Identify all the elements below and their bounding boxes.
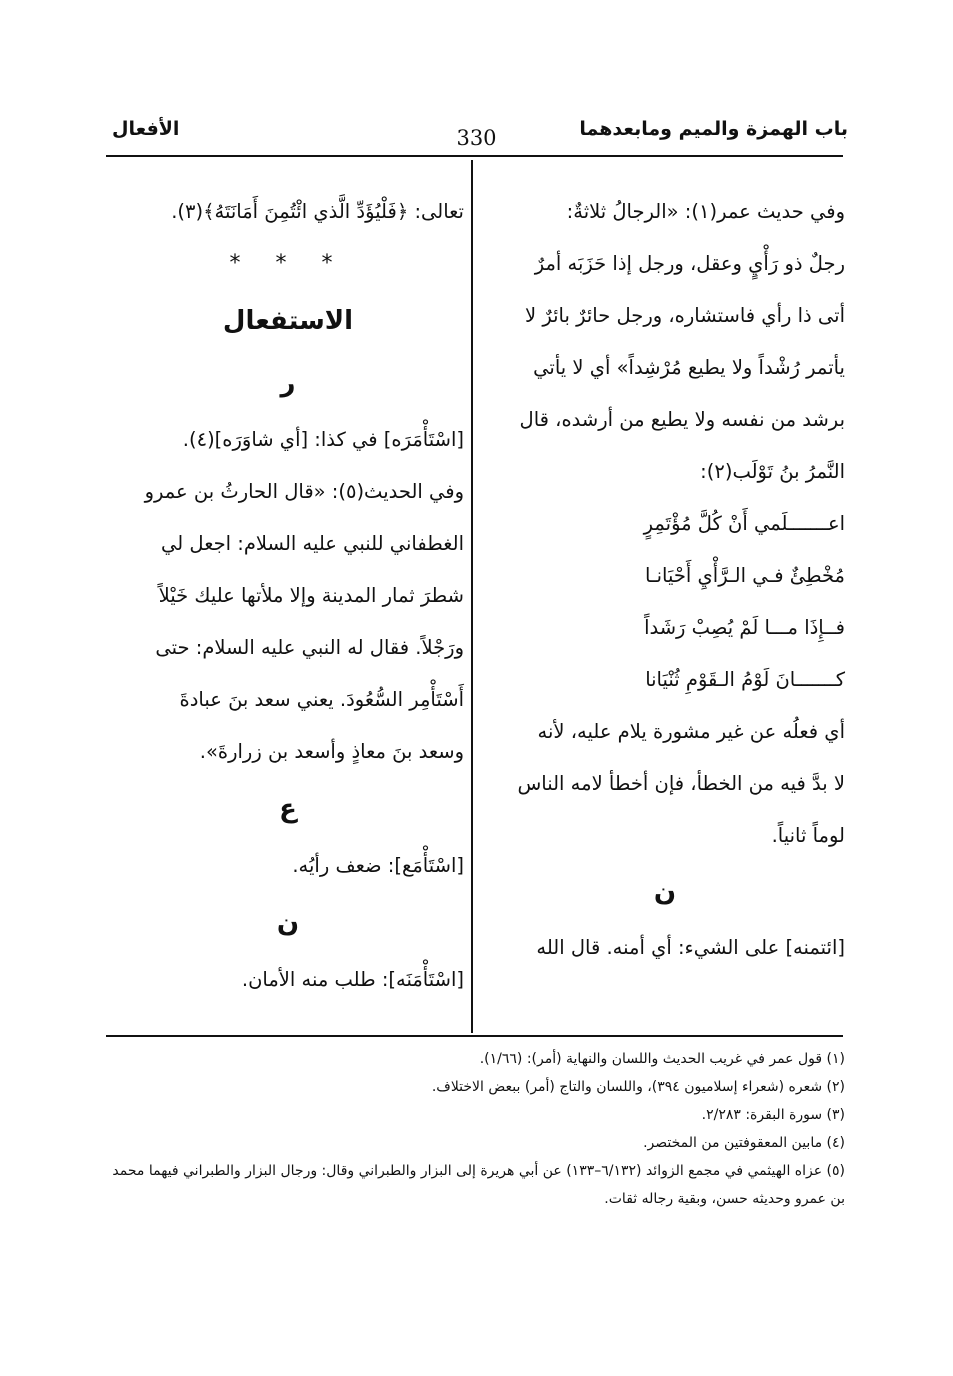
footnote: (٢) شعره (شعراء إسلاميون ٣٩٤)، واللسان والتاج (أمر) ببعض الاختلاف.	[431, 1079, 845, 1095]
entry-line: [اسْتَأْمَرَه] في كذا: [أي شاوَرَه](٤).	[182, 428, 464, 451]
text-line: يأتمر رُشْداً ولا يطيع مُرْشِداً» أي لا يأتي	[533, 356, 845, 379]
text-line: النَّمرُ بنُ تَوْلَب(٢):	[700, 460, 845, 483]
letter-heading: ر	[280, 368, 296, 398]
entry-line: [اسْتَأْمَنَه]: طلب منه الأمان.	[241, 968, 464, 991]
chapter-title: باب الهمزة والميم ومابعدهما	[579, 118, 848, 140]
verse-line: مُخْطِئٌ فـي الـرَّأْيِ أَحْيَانـا	[644, 564, 845, 587]
letter-heading: ن	[653, 877, 677, 907]
verse-line: اعـــــــلَمي أَنْ كُلَّ مُؤْتَمِرٍ	[643, 512, 845, 535]
text-line: وسعد بنَ معاذٍ وأسعد بن زرارةَ».	[199, 740, 464, 763]
quran-line: تعالى: ﴿فَلْيُؤَدِّ الَّذي ائْتُمِنَ أَمَانَتَهُ﴾(٣).	[171, 200, 464, 223]
section-title: الاستفعال	[222, 306, 354, 336]
footnote: (٤) مابين المعقوفتين من المختصر.	[643, 1135, 845, 1151]
text-line: لا بدَّ فيه من الخطأ، فإن أخطأ لامه الناس	[517, 772, 845, 795]
text-line: برشد من نفسه ولا يطيع من أرشده، قال	[519, 408, 845, 431]
footnotes	[105, 1045, 845, 1213]
text-line: أي فعلُه عن غير مشورة يلام عليه، لأنه	[537, 720, 845, 743]
header-rule	[106, 155, 843, 157]
page-number: 330	[456, 126, 497, 150]
left-column	[112, 186, 464, 1006]
entry-line: [اسْتَأْمَع]: ضعف رأيُه.	[292, 854, 464, 877]
letter-heading: ع	[279, 794, 297, 824]
entry-line: [ائتمنه] على الشيء: أي أمنه. قال الله	[536, 936, 845, 959]
section-header: الأفعال	[112, 118, 180, 140]
section-separator: * * *	[229, 251, 347, 276]
column-divider	[471, 160, 473, 1033]
right-column	[485, 186, 845, 974]
verse-line: فــإِذَا مـــا لَمْ يُصِبْ رَشَداً	[644, 616, 845, 639]
letter-heading: ن	[276, 908, 300, 938]
text-line: وفي حديث عمر(١): «الرجالُ ثلاثةٌ:	[566, 200, 845, 223]
text-line: أتى ذا رأي فاستشاره، ورجل حائرٌ بائرٌ لا	[525, 304, 845, 327]
text-line: وفي الحديث(٥): «قال الحارثُ بن عمرو	[144, 480, 464, 503]
text-line: الغطفاني للنبي عليه السلام: اجعل لي	[161, 532, 464, 555]
text-line: ورَجْلاً. فقال له النبي عليه السلام: حتى	[155, 636, 464, 659]
text-line: شطرَ ثمار المدينة وإلا ملأتها عليك خَيْلاً	[158, 584, 464, 607]
text-line: رجلٌ ذو رَأْيٍ وعقل، ورجل إذا حَزَبَه أمرٌ	[534, 252, 845, 275]
footnote: (٣) سورة البقرة: ٢/٢٨٣.	[701, 1107, 845, 1123]
footnote: (٥) عزاه الهيثمي في مجمع الزوائد (٦/١٣٢–١٣٣) عن أبي هريرة إلى البزار والطبراني وقال: ورجال البزار والطبراني فيهما محمد بن عمرو وحديثه حسن، وبقية رجاله ثقات.	[112, 1163, 845, 1207]
text-line: أَسْتَأْمِر السُّعُودَ. يعني سعد بنَ عبادةَ	[179, 688, 464, 711]
footnote: (١) قول عمر في غريب الحديث واللسان والنهاية (أمر): (١/٦٦).	[479, 1051, 845, 1067]
footnote-rule	[106, 1035, 843, 1037]
text-line: لوماً ثانياً.	[771, 824, 845, 847]
verse-line: كـــــــانَ لَوْمُ الـقَوْمِ ثُنْيَانا	[645, 668, 845, 691]
